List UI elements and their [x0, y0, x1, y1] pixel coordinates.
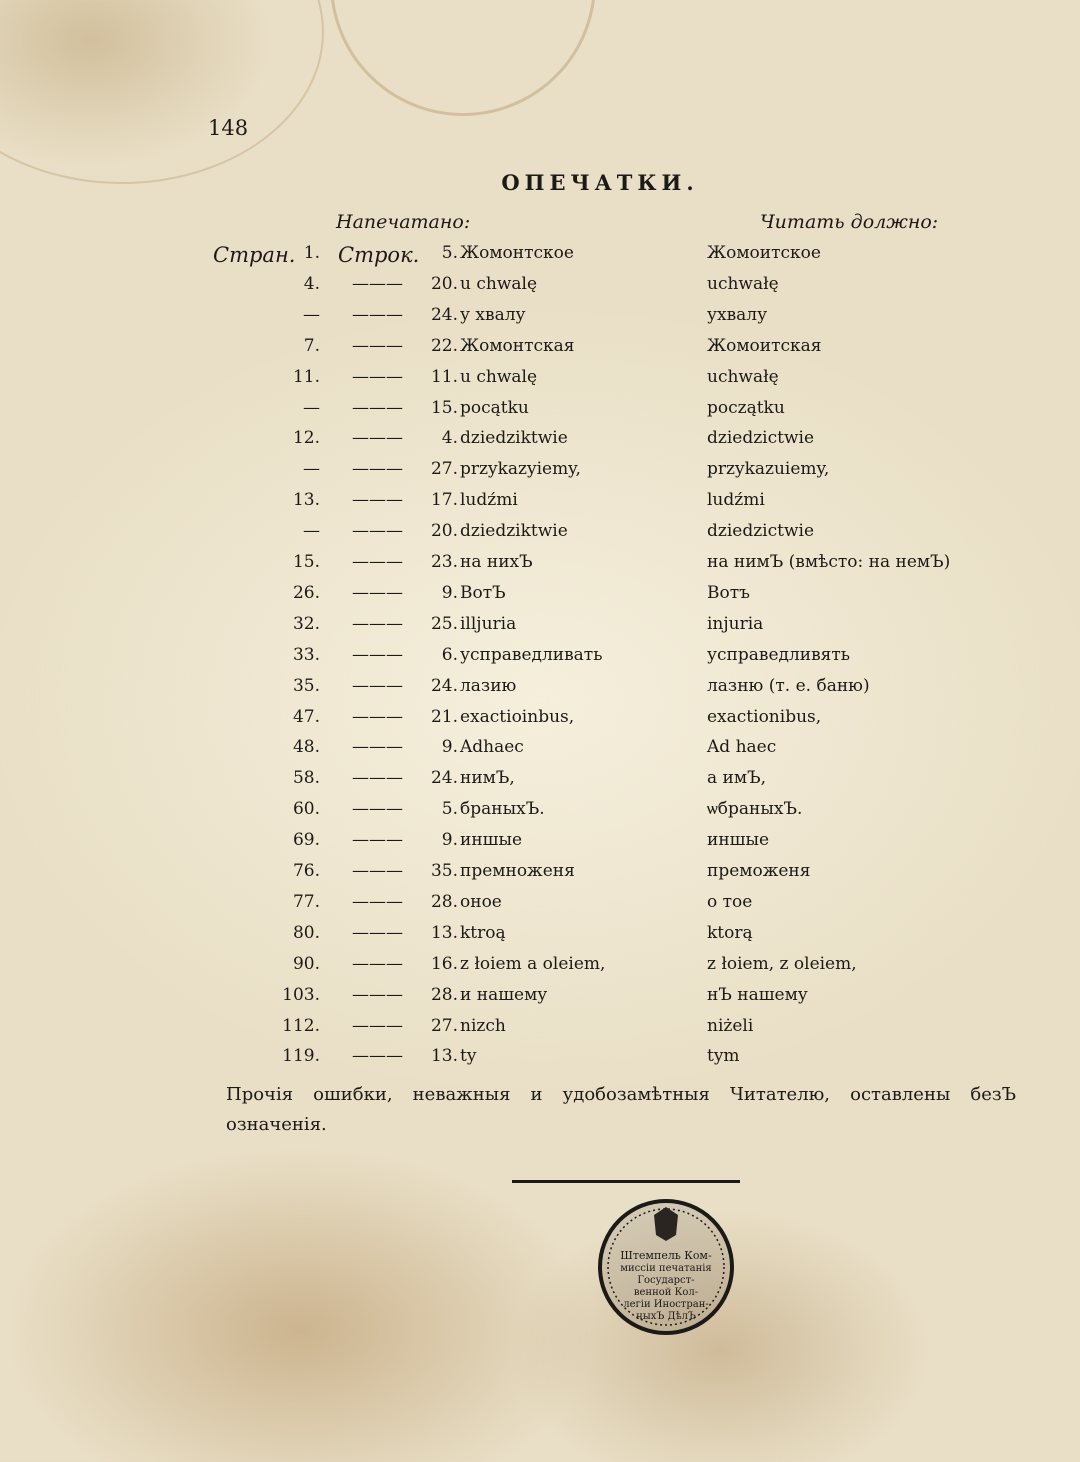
errata-row [0, 398, 1080, 429]
errata-row [0, 459, 1080, 490]
errata-page: 48. [292, 737, 320, 758]
errata-correct: Жомоитская [707, 335, 822, 356]
errata-correct: przykazuiemy, [707, 459, 830, 480]
errata-row [0, 707, 1080, 738]
errata-line: 25. [430, 613, 458, 634]
errata-printed: exactioinbus, [460, 706, 575, 727]
errata-page: 60. [292, 799, 320, 820]
errata-row [0, 861, 1080, 892]
errata-printed: браныхЪ. [460, 799, 545, 820]
svg-text:Государст-: Государст- [637, 1275, 695, 1286]
errata-line: 20. [430, 521, 458, 542]
ditto-dash: ——— [352, 768, 403, 789]
errata-page: — [303, 459, 320, 480]
errata-page: 58. [292, 768, 320, 789]
errata-correct: niżeli [707, 1015, 754, 1036]
ditto-dash: ——— [352, 799, 403, 820]
errata-printed: ВотЪ [460, 582, 506, 603]
header-should-read: Читать должно: [760, 211, 939, 233]
errata-row [0, 737, 1080, 768]
errata-correct: początku [707, 397, 785, 418]
errata-line: 24. [430, 675, 458, 696]
errata-page: 90. [292, 953, 320, 974]
ditto-dash: ——— [352, 490, 403, 511]
errata-line: 22. [430, 335, 458, 356]
errata-line: 5. [441, 243, 458, 263]
errata-line: 13. [430, 922, 458, 943]
errata-printed: нимЪ, [460, 768, 515, 789]
ditto-dash: ——— [352, 397, 403, 418]
ditto-dash: ——— [352, 1046, 403, 1067]
ditto-dash: ——— [352, 1015, 403, 1036]
errata-correct: injuria [707, 613, 764, 634]
errata-page: 26. [292, 582, 320, 603]
errata-page: — [303, 304, 320, 325]
errata-page: 80. [292, 922, 320, 943]
ink-seal [596, 1197, 736, 1337]
ditto-dash: ——— [352, 366, 403, 387]
errata-page: 32. [292, 613, 320, 634]
ditto-dash: ——— [352, 861, 403, 881]
errata-line: 11. [430, 366, 458, 387]
ditto-dash: ——— [352, 706, 403, 727]
errata-printed: Жомонтская [460, 335, 575, 356]
errata-printed: dziedziktwie [460, 428, 568, 449]
ditto-dash: ——— [352, 582, 403, 603]
ditto-dash: ——— [352, 644, 403, 665]
errata-printed: и нашему [460, 984, 548, 1005]
errata-page: 69. [292, 830, 320, 851]
errata-printed: z łoiem a oleiem, [460, 953, 606, 974]
errata-row [0, 367, 1080, 398]
ditto-dash: ——— [352, 737, 403, 758]
errata-correct: лазню (т. е. баню) [707, 675, 870, 696]
errata-printed: poсątku [460, 397, 529, 418]
errata-correct: а имЪ, [707, 768, 767, 789]
errata-row [0, 428, 1080, 459]
errata-row [0, 985, 1080, 1016]
errata-correct: преможеня [707, 861, 811, 881]
errata-line: 20. [430, 273, 458, 294]
errata-printed: премноженя [460, 861, 575, 881]
errata-line: 9. [441, 582, 458, 603]
errata-line: 28. [430, 984, 458, 1005]
errata-correct: Жомоитское [707, 243, 821, 263]
errata-page: 7. [303, 335, 320, 356]
page-number: 148 [208, 116, 249, 140]
errata-row [0, 614, 1080, 645]
errata-row [0, 830, 1080, 861]
errata-row [0, 1016, 1080, 1047]
ditto-dash: ——— [352, 552, 403, 572]
errata-line: 9. [441, 830, 458, 851]
errata-page: 12. [292, 428, 320, 449]
errata-page: 33. [292, 644, 320, 665]
errata-line: 16. [430, 953, 458, 974]
errata-printed: ktroą [460, 922, 506, 943]
errata-correct: Ad haec [707, 737, 777, 758]
errata-line: 24. [430, 768, 458, 789]
svg-text:миссіи печатанія: миссіи печатанія [620, 1263, 712, 1274]
errata-printed: przykazyiemy, [460, 459, 581, 480]
errata-correct: о тое [707, 891, 753, 912]
errata-line: 28. [430, 891, 458, 912]
errata-page: 1. [303, 243, 320, 263]
page-title: ОПЕЧАТКИ. [501, 170, 699, 195]
errata-row [0, 274, 1080, 305]
ditto-dash: ——— [352, 304, 403, 325]
errata-correct: ktorą [707, 922, 753, 943]
line-label: Строк. [338, 243, 420, 267]
errata-page: — [303, 521, 320, 542]
errata-printed: u chwalę [460, 366, 538, 387]
errata-printed: illjuria [460, 613, 517, 634]
errata-row [0, 954, 1080, 985]
errata-line: 15. [430, 397, 458, 418]
errata-row [0, 1046, 1080, 1077]
errata-printed: dziedziktwie [460, 521, 568, 542]
svg-text:легіи Иностран-: легіи Иностран- [623, 1299, 709, 1310]
errata-page: 11. [292, 366, 320, 387]
errata-correct: на нимЪ (вмѣсто: на немЪ) [707, 552, 951, 572]
errata-line: 17. [430, 490, 458, 511]
errata-correct: tym [707, 1046, 740, 1067]
errata-page: 76. [292, 861, 320, 881]
ditto-dash: ——— [352, 891, 403, 912]
errata-page: 112. [282, 1015, 320, 1036]
errata-row [0, 645, 1080, 676]
errata-page: 47. [292, 706, 320, 727]
errata-correct: dziedzictwie [707, 428, 815, 449]
errata-page: — [303, 397, 320, 418]
errata-printed: ty [460, 1046, 477, 1067]
errata-correct: ludźmi [707, 490, 765, 511]
errata-printed: иншые [460, 830, 523, 851]
errata-row [0, 305, 1080, 336]
errata-row [0, 552, 1080, 583]
errata-correct: uchwałę [707, 273, 779, 294]
errata-row [0, 799, 1080, 830]
errata-correct: exactionibus, [707, 706, 822, 727]
ditto-dash: ——— [352, 922, 403, 943]
errata-correct: ѡбраныхЪ. [707, 799, 803, 820]
ditto-dash: ——— [352, 335, 403, 356]
closing-note: Прочія ошибки, неважныя и удобозамѣтныя Читателю, оставлены безЪ означенія. [226, 1084, 1016, 1135]
errata-printed: Adhaec [460, 737, 524, 758]
errata-page: 35. [292, 675, 320, 696]
errata-page: 119. [282, 1046, 320, 1067]
errata-row [0, 490, 1080, 521]
errata-printed: лазию [460, 675, 517, 696]
ditto-dash: ——— [352, 675, 403, 696]
errata-line: 9. [441, 737, 458, 758]
svg-text:Штемпель Ком-: Штемпель Ком- [620, 1249, 712, 1262]
errata-line: 13. [430, 1046, 458, 1067]
errata-page: 103. [282, 984, 320, 1005]
errata-row [0, 676, 1080, 707]
svg-text:венной Кол-: венной Кол- [633, 1287, 699, 1298]
errata-page: 15. [292, 552, 320, 572]
errata-row [0, 923, 1080, 954]
ditto-dash: ——— [352, 953, 403, 974]
svg-text:ныхЪ ДѣлЪ: ныхЪ ДѣлЪ [636, 1311, 696, 1322]
errata-page: 13. [292, 490, 320, 511]
errata-page: 4. [303, 273, 320, 294]
errata-line: 23. [430, 552, 458, 572]
errata-row [0, 336, 1080, 367]
errata-line: 35. [430, 861, 458, 881]
page-label: Стран. [213, 243, 296, 267]
errata-correct: Вотъ [707, 582, 750, 603]
errata-page: 77. [292, 891, 320, 912]
errata-row [0, 521, 1080, 552]
errata-line: 4. [441, 428, 458, 449]
ditto-dash: ——— [352, 830, 403, 851]
ditto-dash: ——— [352, 613, 403, 634]
errata-printed: Жомонтское [460, 243, 574, 263]
errata-correct: z łoiem, z oleiem, [707, 953, 857, 974]
errata-printed: на нихЪ [460, 552, 533, 572]
errata-row [0, 583, 1080, 614]
header-printed: Напечатано: [336, 211, 471, 233]
errata-correct: uchwałę [707, 366, 779, 387]
ditto-dash: ——— [352, 459, 403, 480]
errata-correct: нЪ нашему [707, 984, 808, 1005]
ditto-dash: ——— [352, 273, 403, 294]
errata-printed: nizch [460, 1015, 506, 1036]
errata-printed: ludźmi [460, 490, 518, 511]
errata-correct: иншые [707, 830, 770, 851]
divider-rule [512, 1180, 740, 1183]
ditto-dash: ——— [352, 428, 403, 449]
errata-line: 6. [441, 644, 458, 665]
errata-correct: ухвалу [707, 304, 768, 325]
errata-line: 27. [430, 459, 458, 480]
errata-row [0, 243, 1080, 274]
errata-row [0, 892, 1080, 923]
errata-correct: усправедливять [707, 644, 851, 665]
errata-printed: u chwalę [460, 273, 538, 294]
errata-printed: усправедливать [460, 644, 603, 665]
errata-line: 5. [441, 799, 458, 820]
errata-printed: у хвалу [460, 304, 526, 325]
errata-row [0, 768, 1080, 799]
errata-line: 21. [430, 706, 458, 727]
errata-line: 24. [430, 304, 458, 325]
errata-printed: оное [460, 891, 502, 912]
errata-line: 27. [430, 1015, 458, 1036]
ditto-dash: ——— [352, 521, 403, 542]
ditto-dash: ——— [352, 984, 403, 1005]
errata-correct: dziedzictwie [707, 521, 815, 542]
